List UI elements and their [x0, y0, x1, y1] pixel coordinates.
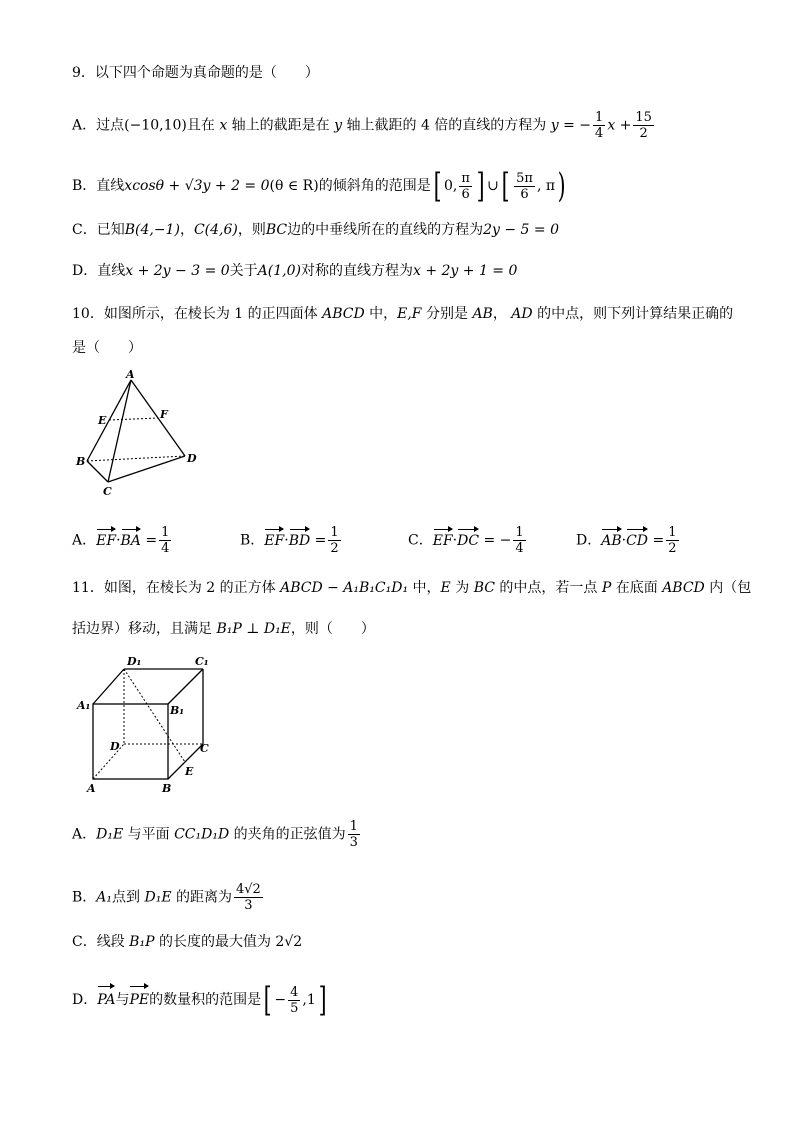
q10-stem-line2: 是（ ）	[72, 340, 142, 356]
svg-text:E: E	[185, 765, 194, 778]
svg-text:B: B	[162, 782, 172, 795]
svg-text:D₁: D₁	[127, 655, 142, 668]
tetrahedron-figure	[70, 368, 210, 498]
svg-text:C: C	[200, 742, 209, 755]
svg-text:A: A	[87, 782, 96, 795]
svg-text:D: D	[187, 452, 197, 465]
q10-option-c: C．EF·DC = − $\frac{1}{4}$	[408, 525, 524, 556]
q11-option-c: C．线段 B₁P 的长度的最大值为 2√2	[72, 934, 303, 950]
q11-option-b: B．A₁点到 D₁E 的距离为 $\frac{4√2}{3}$	[72, 882, 261, 913]
fraction: $\frac{\pi}{6}$	[461, 170, 470, 202]
q10-option-a: A．EF·BA = $\frac{1}{4}$	[72, 525, 170, 556]
q11-stem-line1: 11．如图，在棱长为 2 的正方体 ABCD − A₁B₁C₁D₁ 中，E 为 BC 的中点，若一点 P 在底面 ABCD 内（包	[72, 580, 752, 596]
svg-text:B₁: B₁	[170, 704, 185, 717]
q9-option-c: C．已知B(4,−1)，C(4,6)，则BC边的中垂线所在的直线的方程为2y − 5 = 0	[72, 222, 560, 238]
q9-option-a: A．过点(−10,10)且在 x 轴上的截距是在 y 轴上截距的 4 倍的直线的方程为 y = − $\frac{1}{4}$ x + $\frac{15}{2}$	[72, 110, 652, 141]
q11-option-a: A．D₁E 与平面 CC₁D₁D 的夹角的正弦值为 $\frac{1}{3}$	[72, 819, 358, 850]
q11-option-d: D．PA与PE的数量积的范围是[ − $\frac{4}{5}$ ,1]	[72, 980, 327, 1020]
svg-text:C₁: C₁	[195, 655, 209, 668]
q9-option-d: D．直线x + 2y − 3 = 0关于A(1,0)对称的直线方程为x + 2y + 1 = 0	[72, 263, 518, 279]
svg-text:C: C	[103, 485, 112, 498]
q9-stem: 9．以下四个命题为真命题的是（ ）	[72, 65, 319, 81]
svg-text:D: D	[110, 740, 120, 753]
svg-text:B: B	[76, 455, 86, 468]
svg-text:F: F	[160, 408, 168, 421]
q10-option-b: B．EF·BD = $\frac{1}{2}$	[240, 525, 339, 556]
q9-option-b: B．直线xcosθ + √3y + 2 = 0(θ ∈ R)的倾斜角的范围是[ 0, $\frac{\pi}{6}$ ] ∪[ $\frac{5\pi}{6}$ , π)	[72, 166, 566, 206]
svg-text:A: A	[126, 368, 135, 381]
q10-option-d: D．AB·CD = $\frac{1}{2}$	[576, 525, 677, 556]
svg-text:E: E	[98, 414, 107, 427]
cube-figure	[72, 652, 222, 797]
q10-stem-line1: 10．如图所示，在棱长为 1 的正四面体 ABCD 中，E,F 分别是 AB， AD 的中点，则下列计算结果正确的	[72, 306, 734, 322]
fraction: $\frac{1}{4}$	[595, 110, 604, 141]
fraction: $\frac{5\pi}{6}$	[516, 170, 533, 202]
q11-stem-line2: 括边界）移动，且满足 B₁P ⊥ D₁E，则（ ）	[72, 621, 375, 637]
svg-text:A₁: A₁	[77, 699, 91, 712]
fraction: $\frac{15}{2}$	[635, 110, 652, 141]
